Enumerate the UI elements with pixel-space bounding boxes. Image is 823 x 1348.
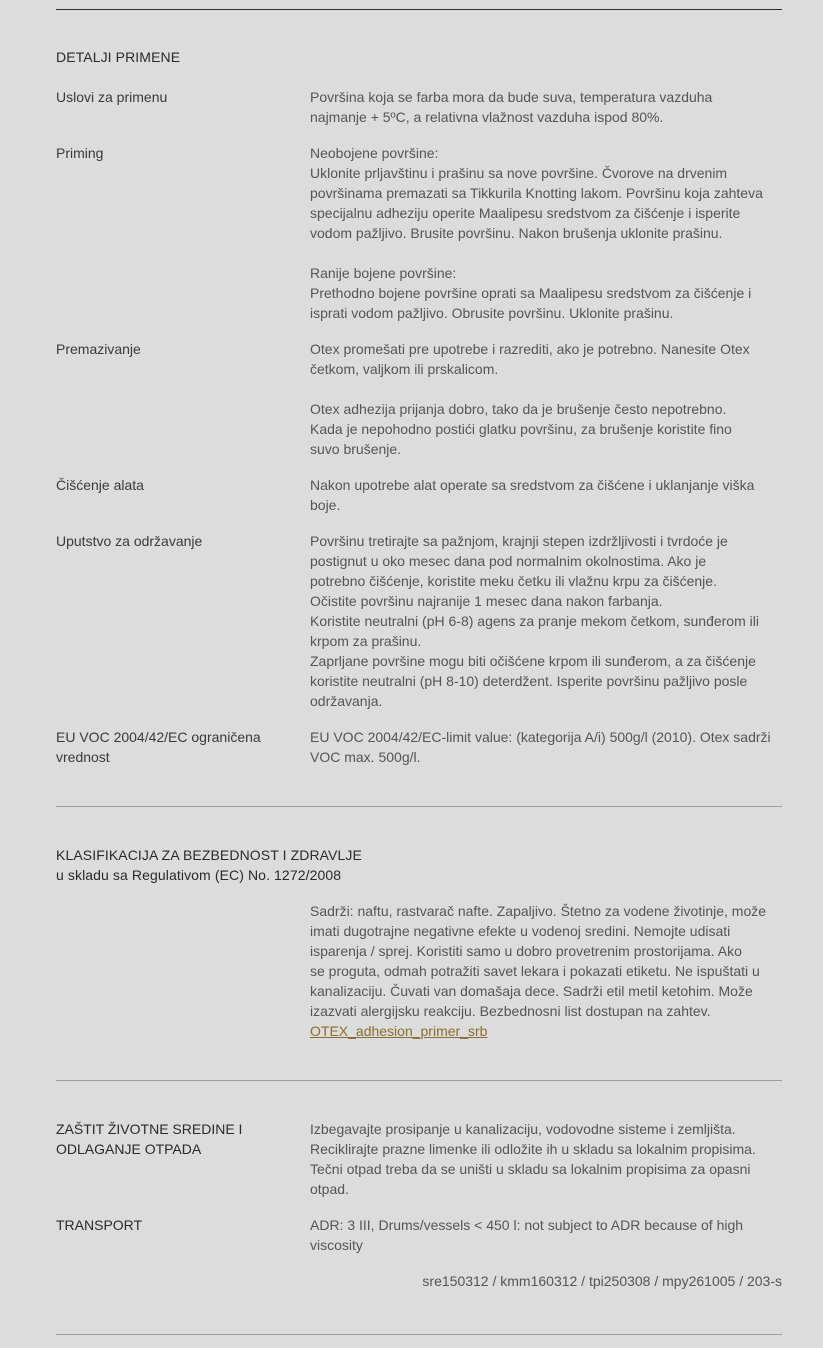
text-line: viscosity	[310, 1237, 363, 1253]
row-label: Premazivanje	[56, 341, 141, 357]
text-line: isparenja / sprej. Koristiti samo u dobro provetrenim prostorijama. Ako	[310, 943, 742, 959]
text-line: Očistite površinu najranije 1 mesec dana nakon farbanja.	[310, 593, 663, 609]
details-section-title: DETALJI PRIMENE	[56, 49, 181, 65]
document-code: sre150312 / kmm160312 / tpi250308 / mpy261005 / 203-s	[422, 1273, 782, 1289]
text-line: Izbegavajte prosipanje u kanalizaciju, vodovodne sisteme i zemljišta.	[310, 1121, 736, 1137]
text-line: Koristite neutralni (pH 6-8) agens za pranje mekom četkom, sunđerom ili	[310, 613, 759, 629]
environment-label: ZAŠTIT ŽIVOTNE SREDINE I ODLAGANJE OTPADA	[56, 1121, 243, 1157]
text-line: Sadrži: naftu, rastvarač nafte. Zapaljivo. Štetno za vodene životinje, može	[310, 903, 767, 919]
text-line: Otex adhezija prijanja dobro, tako da je brušenje često nepotrebno.	[310, 401, 727, 417]
row-value	[310, 1215, 782, 1255]
row-value	[310, 339, 782, 459]
text-line: održavanja.	[310, 693, 383, 709]
text-line: izazvati alergijsku reakciju. Bezbednosni list dostupan na zahtev.	[310, 1003, 711, 1019]
details-row-coating	[56, 339, 782, 459]
row-label: Uslovi za primenu	[56, 89, 168, 105]
row-value	[310, 87, 782, 127]
row-value	[310, 727, 782, 767]
safety-subtitle: u skladu sa Regulativom (EC) No. 1272/2008	[56, 867, 342, 883]
details-row-eu-voc	[56, 727, 782, 767]
details-row-conditions	[56, 87, 782, 127]
row-value	[310, 531, 782, 711]
row-label: Priming	[56, 145, 104, 161]
row-value	[310, 475, 782, 515]
row-value	[310, 1119, 782, 1199]
text-line: Površinu tretirajte sa pažnjom, krajnji stepen izdržljivosti i tvrdoće je	[310, 533, 728, 549]
text-line: krpom za prašinu.	[310, 633, 422, 649]
environment-row	[56, 1119, 782, 1199]
text-line: kanalizaciju. Čuvati van domašaja dece. Sadrži etil metil ketohim. Može	[310, 983, 753, 999]
row-label: Uputstvo za održavanje	[56, 533, 203, 549]
text-line: potrebno čišćenje, koristite meku četku ili vlažnu krpu za čišćenje.	[310, 573, 717, 589]
text-line: postignut u oko mesec dana pod normalnim okolnostima. Ako je	[310, 553, 707, 569]
text-line: vodom pažljivo. Brusite površinu. Nakon brušenja uklonite prašinu.	[310, 225, 723, 241]
text-line: Tečni otpad treba da se uništi u skladu sa lokalnim propisima za opasni	[310, 1161, 751, 1177]
details-row-maintenance	[56, 531, 782, 711]
text-line: površinama premazati sa Tikkurila Knotting lakom. Površinu koja zahteva	[310, 185, 763, 201]
transport-row	[56, 1215, 782, 1255]
transport-label: TRANSPORT	[56, 1217, 143, 1233]
text-line: Otex promešati pre upotrebe i razrediti, ako je potrebno. Nanesite Otex	[310, 341, 750, 357]
safety-section-title	[56, 845, 362, 885]
safety-text	[310, 901, 782, 1041]
row-value	[310, 143, 782, 323]
text-line: Neobojene površine:	[310, 145, 439, 161]
text-line: Površina koja se farba mora da bude suva, temperatura vazduha	[310, 89, 713, 105]
text-line: Kada je nepohodno postići glatku površinu, za brušenje koristite fino	[310, 421, 732, 437]
text-line: se proguta, odmah potražiti savet lekara i pokazati etiketu. Ne ispuštati u	[310, 963, 760, 979]
text-line: Zaprljane površine mogu biti očišćene krpom ili sunđerom, a za čišćenje	[310, 653, 756, 669]
safety-datasheet-link[interactable]: OTEX_adhesion_primer_srb	[310, 1023, 488, 1039]
text-line: četkom, valjkom ili prskalicom.	[310, 361, 499, 377]
details-row-priming	[56, 143, 782, 323]
divider	[56, 806, 782, 807]
text-line: suvo brušenje.	[310, 441, 402, 457]
top-divider	[56, 9, 782, 10]
text-line: Ranije bojene površine:	[310, 265, 457, 281]
text-line: boje.	[310, 497, 341, 513]
text-line: Uklonite prljavštinu i prašinu sa nove površine. Čvorove na drvenim	[310, 165, 728, 181]
text-line: VOC max. 500g/l.	[310, 749, 421, 765]
text-line: EU VOC 2004/42/EC-limit value: (kategorija A/i) 500g/l (2010). Otex sadrži	[310, 729, 771, 745]
text-line: Reciklirajte prazne limenke ili odložite ih u skladu sa lokalnim propisima.	[310, 1141, 756, 1157]
text-line: otpad.	[310, 1181, 349, 1197]
safety-title: KLASIFIKACIJA ZA BEZBEDNOST I ZDRAVLJE	[56, 847, 362, 863]
text-line: Prethodno bojene površine oprati sa Maalipesu sredstvom za čišćenje i	[310, 285, 752, 301]
text-line: ADR: 3 III, Drums/vessels < 450 l: not subject to ADR because of high	[310, 1217, 744, 1233]
safety-row	[56, 901, 782, 1041]
bottom-divider	[56, 1334, 782, 1335]
text-line: isprati vodom pažljivo. Obrusite površinu. Uklonite prašinu.	[310, 305, 674, 321]
text-line: najmanje + 5ºC, a relativna vlažnost vazduha ispod 80%.	[310, 109, 664, 125]
row-label: Čišćenje alata	[56, 477, 144, 493]
divider	[56, 1080, 782, 1081]
details-row-tool-cleaning	[56, 475, 782, 515]
row-label: EU VOC 2004/42/EC ograničena vrednost	[56, 729, 261, 765]
text-line: specijalnu adheziju operite Maalipesu sredstvom za čišćenje i isperite	[310, 205, 741, 221]
text-line: imati dugotrajne negativne efekte u vodenoj sredini. Nemojte udisati	[310, 923, 731, 939]
text-line: koristite neutralni (pH 8-10) deterdžent. Isperite površinu pažljivo posle	[310, 673, 748, 689]
text-line: Nakon upotrebe alat operate sa sredstvom za čišćene i uklanjanje viška	[310, 477, 755, 493]
